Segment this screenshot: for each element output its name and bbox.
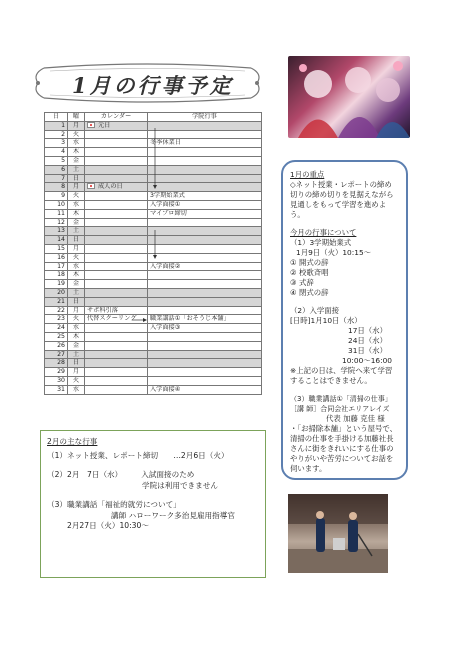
calendar-school-event	[148, 368, 262, 377]
lecture-body: ・「お掃除本舗」という屋号で、清掃の仕事を手掛ける加藤社長さんに街をきれいにする仕事のやりがいや苦労についてお話を伺います。	[290, 424, 398, 473]
cleaning-work-photo	[288, 494, 388, 573]
calendar-weekday	[68, 139, 85, 148]
calendar-row	[45, 227, 262, 236]
calendar-weekday-text: 木	[72, 271, 80, 279]
calendar-row	[45, 236, 262, 245]
calendar-holiday	[85, 244, 148, 253]
calendar-weekday-text: 月	[72, 244, 80, 252]
calendar-school-event	[148, 130, 262, 139]
calendar-holiday	[85, 183, 148, 192]
calendar-weekday-text: 火	[72, 376, 80, 384]
calendar-school-event-text: マイプロ締切	[150, 209, 187, 217]
calendar-weekday	[68, 271, 85, 280]
calendar-weekday-text: 水	[72, 385, 80, 393]
calendar-day	[45, 165, 68, 174]
calendar-weekday	[68, 253, 85, 262]
japan-flag-icon	[87, 183, 95, 189]
calendar-weekday	[68, 174, 85, 183]
calendar-day-text: 14	[57, 236, 65, 244]
calendar-school-event	[148, 376, 262, 385]
calendar-holiday	[85, 253, 148, 262]
calendar-row	[45, 324, 262, 333]
calendar-day-text: 16	[57, 253, 65, 261]
calendar-holiday	[85, 315, 148, 324]
calendar-row	[45, 341, 262, 350]
calendar-weekday-text: 金	[72, 341, 80, 349]
calendar-weekday	[68, 341, 85, 350]
interview-date: [日時]1月10日（水）	[290, 316, 362, 325]
interview-title: （2）入学面接	[290, 306, 340, 315]
calendar-day-text: 20	[57, 288, 65, 296]
lecture-rep: 代表 加藤 克佳 様	[326, 414, 385, 423]
calendar-holiday	[85, 200, 148, 209]
calendar-holiday	[85, 121, 148, 130]
calendar-day-text: 17	[57, 262, 65, 270]
calendar-day	[45, 130, 68, 139]
calendar-weekday	[68, 244, 85, 253]
calendar-weekday	[68, 165, 85, 174]
calendar-holiday-text: サポ科引落	[87, 306, 118, 314]
calendar-day	[45, 368, 68, 377]
calendar-day	[45, 332, 68, 341]
calendar-header-row	[45, 113, 262, 122]
calendar-row	[45, 253, 262, 262]
calendar-weekday	[68, 156, 85, 165]
calendar-weekday	[68, 130, 85, 139]
calendar-holiday	[85, 280, 148, 289]
calendar-day-text: 11	[57, 209, 65, 217]
calendar-day	[45, 376, 68, 385]
calendar-weekday-text: 土	[72, 288, 80, 296]
calendar-day-text: 27	[57, 350, 65, 358]
calendar-weekday	[68, 350, 85, 359]
page-title: 1月の行事予定	[72, 73, 234, 98]
calendar-holiday	[85, 218, 148, 227]
calendar-row	[45, 359, 262, 368]
calendar-school-event-text: 冬季休業日	[150, 139, 181, 147]
calendar-holiday	[85, 368, 148, 377]
calendar-day	[45, 350, 68, 359]
calendar-day	[45, 209, 68, 218]
calendar-school-event	[148, 165, 262, 174]
feb-item-2-detail: 学院は利用できません	[142, 480, 218, 490]
calendar-holiday	[85, 209, 148, 218]
calendar-weekday	[68, 315, 85, 324]
calendar-weekday-text: 日	[72, 174, 80, 182]
calendar-school-event	[148, 332, 262, 341]
calendar-holiday	[85, 236, 148, 245]
calendar-day	[45, 121, 68, 130]
calendar-row	[45, 183, 262, 192]
title-banner	[30, 62, 265, 104]
calendar-weekday	[68, 192, 85, 201]
calendar-day-text: 15	[57, 244, 65, 252]
calendar-holiday	[85, 174, 148, 183]
calendar-weekday-text: 火	[72, 130, 80, 138]
calendar-school-event	[148, 200, 262, 209]
calendar-school-event	[148, 139, 262, 148]
calendar-row	[45, 280, 262, 289]
calendar-row	[45, 130, 262, 139]
calendar-day-text: 8	[61, 183, 65, 191]
calendar-day	[45, 288, 68, 297]
calendar-weekday-text: 金	[72, 156, 80, 164]
calendar-weekday-text: 月	[72, 121, 80, 129]
calendar-school-event-text: 職業講話①「おそうじ本舗」	[150, 315, 230, 323]
calendar-day	[45, 306, 68, 315]
calendar-school-event	[148, 297, 262, 306]
calendar-school-event	[148, 174, 262, 183]
calendar-weekday	[68, 262, 85, 271]
calendar-day	[45, 200, 68, 209]
calendar-weekday-text: 月	[72, 183, 80, 191]
calendar-school-event	[148, 218, 262, 227]
calendar-row	[45, 385, 262, 394]
header-dow: 曜	[68, 113, 85, 122]
interview-date: 24日（水）	[348, 336, 387, 345]
calendar-school-event	[148, 156, 262, 165]
calendar-day-text: 10	[57, 200, 65, 208]
calendar-row	[45, 244, 262, 253]
january-calendar-table	[44, 112, 262, 395]
calendar-day	[45, 359, 68, 368]
calendar-weekday-text: 金	[72, 280, 80, 288]
calendar-row	[45, 209, 262, 218]
calendar-weekday-text: 水	[72, 200, 80, 208]
calendar-weekday-text: 日	[72, 359, 80, 367]
interview-time: 10:00～16:00	[342, 356, 392, 365]
calendar-school-event	[148, 288, 262, 297]
calendar-school-event	[148, 359, 262, 368]
calendar-weekday-text: 月	[72, 368, 80, 376]
lecture-title: （3）職業講話①「清掃の仕事」	[290, 395, 392, 403]
calendar-day-text: 1	[61, 121, 65, 129]
calendar-weekday-text: 木	[72, 148, 80, 156]
calendar-weekday	[68, 332, 85, 341]
calendar-weekday	[68, 183, 85, 192]
calendar-holiday	[85, 139, 148, 148]
calendar-school-event	[148, 306, 262, 315]
calendar-day	[45, 236, 68, 245]
calendar-weekday	[68, 121, 85, 130]
calendar-holiday	[85, 385, 148, 394]
calendar-weekday	[68, 288, 85, 297]
calendar-weekday	[68, 306, 85, 315]
calendar-day-text: 21	[57, 297, 65, 305]
header-day: 日	[45, 113, 68, 122]
calendar-school-event	[148, 280, 262, 289]
calendar-day	[45, 218, 68, 227]
calendar-weekday	[68, 359, 85, 368]
calendar-holiday	[85, 192, 148, 201]
calendar-school-event	[148, 209, 262, 218]
calendar-holiday	[85, 376, 148, 385]
events-heading: 今月の行事について	[290, 228, 357, 237]
calendar-day	[45, 139, 68, 148]
calendar-school-event	[148, 324, 262, 333]
calendar-weekday-text: 木	[72, 209, 80, 217]
calendar-holiday	[85, 130, 148, 139]
calendar-day	[45, 271, 68, 280]
calendar-weekday-text: 土	[72, 165, 80, 173]
calendar-weekday	[68, 368, 85, 377]
calendar-row	[45, 165, 262, 174]
calendar-day-text: 23	[57, 315, 65, 323]
calendar-day	[45, 244, 68, 253]
calendar-day-text: 26	[57, 341, 65, 349]
calendar-row	[45, 376, 262, 385]
calendar-school-event	[148, 121, 262, 130]
calendar-holiday-text: 元日	[98, 121, 111, 129]
calendar-weekday-text: 土	[72, 227, 80, 235]
calendar-day	[45, 341, 68, 350]
calendar-day	[45, 174, 68, 183]
calendar-weekday-text: 金	[72, 218, 80, 226]
calendar-school-event	[148, 262, 262, 271]
calendar-school-event	[148, 341, 262, 350]
lecture-lecturer: ［講 師］合同会社エリアレイズ	[290, 405, 390, 413]
calendar-day-text: 4	[61, 148, 65, 156]
ceremony-item: ④ 閉式の辞	[290, 288, 329, 297]
calendar-weekday	[68, 200, 85, 209]
calendar-school-event-text: 3学期始業式	[150, 192, 185, 200]
calendar-day-text: 31	[57, 385, 65, 393]
calendar-row	[45, 121, 262, 130]
ceremony-item: ① 開式の辞	[290, 258, 329, 267]
calendar-school-event	[148, 350, 262, 359]
calendar-day-text: 9	[61, 192, 65, 200]
calendar-weekday-text: 水	[72, 324, 80, 332]
calendar-day	[45, 280, 68, 289]
calendar-day-text: 25	[57, 332, 65, 340]
focus-body: ◇ネット授業・レポートの締め切りの締め切りを見据えながら見通しをもって学習を進めよう。	[290, 180, 394, 219]
calendar-holiday	[85, 227, 148, 236]
header-school-events: 学院行事	[148, 113, 262, 122]
calendar-day	[45, 297, 68, 306]
calendar-row	[45, 350, 262, 359]
calendar-day-text: 19	[57, 280, 65, 288]
kimono-illustration-image	[288, 56, 410, 138]
calendar-row	[45, 192, 262, 201]
ceremony-title: （1）3学期始業式	[290, 238, 352, 247]
calendar-weekday-text: 水	[72, 262, 80, 270]
calendar-school-event	[148, 148, 262, 157]
calendar-day	[45, 192, 68, 201]
calendar-holiday	[85, 341, 148, 350]
ceremony-date: 1月9日（火）10:15～	[296, 248, 372, 257]
calendar-row	[45, 288, 262, 297]
calendar-school-event-text: 入学面接③	[150, 324, 181, 332]
calendar-row	[45, 306, 262, 315]
focus-heading: 1月の重点	[290, 170, 325, 179]
calendar-holiday	[85, 332, 148, 341]
calendar-day-text: 3	[61, 139, 65, 147]
interview-date: 31日（水）	[348, 346, 387, 355]
calendar-school-event	[148, 183, 262, 192]
feb-item-1: （1）ネット授業、レポート締切 …2月6日（火）	[47, 450, 229, 460]
calendar-weekday-text: 木	[72, 332, 80, 340]
calendar-holiday	[85, 148, 148, 157]
calendar-weekday	[68, 227, 85, 236]
calendar-row	[45, 174, 262, 183]
calendar-day-text: 6	[61, 165, 65, 173]
calendar-holiday	[85, 324, 148, 333]
calendar-row	[45, 332, 262, 341]
calendar-school-event-text: 入学面接④	[150, 385, 181, 393]
calendar-weekday	[68, 148, 85, 157]
calendar-weekday	[68, 280, 85, 289]
calendar-holiday	[85, 156, 148, 165]
calendar-weekday-text: 日	[72, 236, 80, 244]
calendar-row	[45, 297, 262, 306]
calendar-weekday-text: 水	[72, 139, 80, 147]
feb-heading: 2月の主な行事	[47, 437, 98, 446]
calendar-school-event	[148, 227, 262, 236]
calendar-weekday	[68, 236, 85, 245]
calendar-weekday-text: 月	[72, 306, 80, 314]
feb-item-3-lecturer: 講師 ハローワーク多治見雇用指導官	[111, 510, 235, 520]
calendar-holiday-text: 成人の日	[98, 183, 123, 191]
calendar-holiday	[85, 165, 148, 174]
calendar-weekday-text: 火	[72, 253, 80, 261]
calendar-day-text: 24	[57, 324, 65, 332]
calendar-row	[45, 368, 262, 377]
calendar-holiday-text: 代替スクーリング	[87, 315, 137, 323]
calendar-row	[45, 218, 262, 227]
interview-note: ※上記の日は、学院へ来て学習することはできません。	[290, 366, 393, 385]
calendar-school-event	[148, 192, 262, 201]
calendar-school-event	[148, 315, 262, 324]
calendar-holiday	[85, 297, 148, 306]
calendar-day-text: 5	[61, 156, 65, 164]
calendar-weekday-text: 火	[72, 192, 80, 200]
calendar-day	[45, 183, 68, 192]
calendar-weekday	[68, 218, 85, 227]
feb-item-3-date: 2月27日（火）10:30～	[67, 521, 149, 530]
calendar-day	[45, 324, 68, 333]
interview-date: 17日（水）	[348, 326, 387, 335]
calendar-holiday	[85, 350, 148, 359]
calendar-weekday	[68, 385, 85, 394]
calendar-weekday	[68, 376, 85, 385]
calendar-body	[45, 121, 262, 394]
february-events-box	[40, 430, 266, 578]
calendar-day	[45, 385, 68, 394]
calendar-day-text: 22	[57, 306, 65, 314]
header-calendar: カレンダー	[85, 113, 148, 122]
japan-flag-icon	[87, 122, 95, 128]
info-panel	[281, 160, 408, 480]
calendar-weekday	[68, 209, 85, 218]
calendar-day-text: 30	[57, 376, 65, 384]
calendar-school-event-text: 入学面接①	[150, 200, 181, 208]
calendar-day	[45, 315, 68, 324]
calendar-row	[45, 156, 262, 165]
calendar-weekday-text: 土	[72, 350, 80, 358]
calendar-day-text: 29	[57, 368, 65, 376]
calendar-day-text: 7	[61, 174, 65, 182]
calendar-row	[45, 148, 262, 157]
calendar-row	[45, 200, 262, 209]
calendar-day-text: 13	[57, 227, 65, 235]
calendar-holiday	[85, 271, 148, 280]
calendar-row	[45, 262, 262, 271]
ceremony-item: ② 校歌斉唱	[290, 268, 329, 277]
calendar-day-text: 28	[57, 359, 65, 367]
calendar-day	[45, 148, 68, 157]
calendar-school-event-text: 入学面接②	[150, 262, 181, 270]
calendar-school-event	[148, 236, 262, 245]
calendar-row	[45, 271, 262, 280]
calendar-day	[45, 253, 68, 262]
calendar-day-text: 12	[57, 218, 65, 226]
calendar-weekday	[68, 297, 85, 306]
calendar-school-event	[148, 253, 262, 262]
calendar-weekday	[68, 324, 85, 333]
calendar-day-text: 18	[57, 271, 65, 279]
calendar-day	[45, 227, 68, 236]
ceremony-item: ③ 式辞	[290, 278, 314, 287]
calendar-day-text: 2	[61, 130, 65, 138]
calendar-holiday	[85, 306, 148, 315]
calendar-school-event	[148, 385, 262, 394]
calendar-row	[45, 139, 262, 148]
feb-item-3: （3）職業講話「福祉的就労について」	[47, 500, 181, 509]
calendar-weekday-text: 日	[72, 297, 80, 305]
calendar-row	[45, 315, 262, 324]
calendar-school-event	[148, 271, 262, 280]
feb-item-2: （2）2月 7日（水） 入試面接のため	[47, 470, 195, 479]
calendar-holiday	[85, 359, 148, 368]
calendar-holiday	[85, 288, 148, 297]
calendar-day	[45, 156, 68, 165]
calendar-day	[45, 262, 68, 271]
calendar-holiday	[85, 262, 148, 271]
calendar-school-event	[148, 244, 262, 253]
calendar-weekday-text: 火	[72, 315, 80, 323]
